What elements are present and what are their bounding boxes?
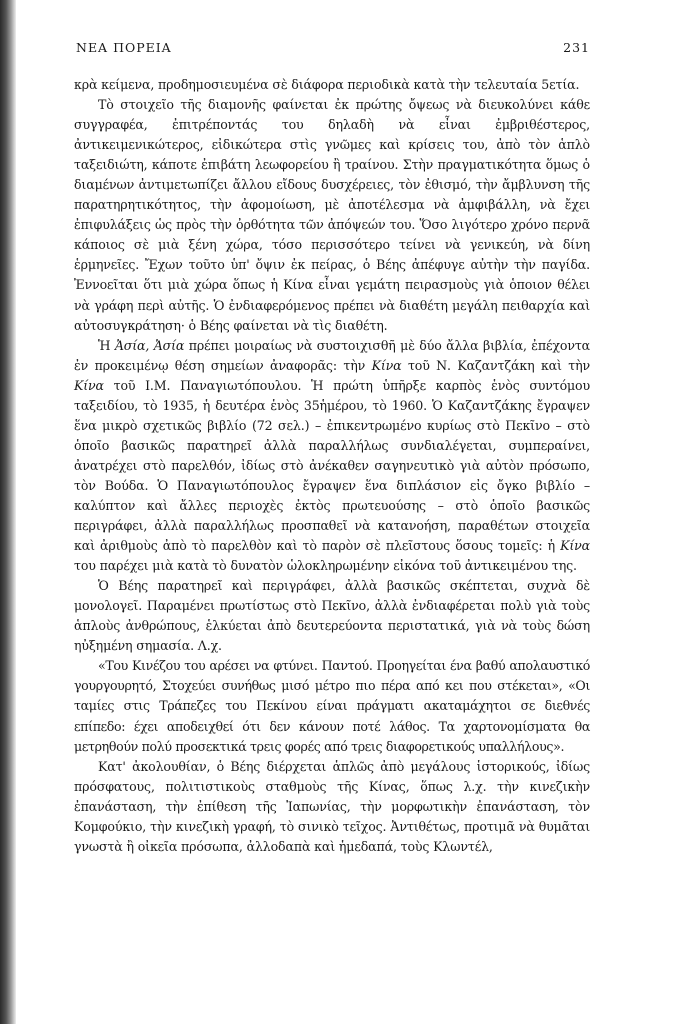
text-run: τοῦ Ν. Καζαντζάκη καὶ τὴν [401, 357, 590, 373]
paragraph-consequence: Κατ' ἀκολουθίαν, ὁ Βέης διέρχεται ἁπλῶς ἀπὸ μεγάλους ἱστορικούς, ἰδίως πρόσφατους, πολιτιστικοὺς σταθμοὺς τῆς Κίνας, ὅπως λ.χ. τὴν κινεζικὴν ἐπανάσταση, τὴν ἐπίθεση τῆς Ἰαπωνίας, τὴν μορφωτικὴν ἐπανάσταση, τὸν Κομφούκιο, τὴν κινεζικὴ γραφή, τὸ σινικὸ τεῖχος. Ἀντιθέτως, προτιμᾶ νὰ θυμᾶται γνωστὰ ἢ οἰκεῖα πρόσωπα, ἀλλοδαπὰ καὶ ἡμεδαπά, τοὺς Κλωντέλ, [74, 758, 590, 854]
body-text [74, 75, 590, 857]
book-title-italic: Κίνα [371, 357, 402, 373]
paragraph-continuation: κρὰ κείμενα, προδημοσιευμένα σὲ διάφορα περιοδικὰ κατὰ τὴν τελευταία 5ετία. [74, 77, 580, 92]
text-run: του παρέχει μιὰ κατὰ τὸ δυνατὸν ὡλοκληρωμένην εἰκόνα τοῦ ἀντικειμένου της. [74, 558, 577, 574]
running-head [76, 40, 590, 55]
text-run: πρέπει μοιραίως νὰ συστοιχισθῆ μὲ δύο ἄλλα βιβλία, ἐπέχοντα ἐν προκειμένῳ θέση σημείων ἀναφορᾶς: τὴν [74, 337, 591, 373]
journal-title: ΝΕΑ ΠΟΡΕΙΑ [76, 40, 172, 55]
paragraph-observation: Ὁ Βέης παρατηρεῖ καὶ περιγράφει, ἀλλὰ βασικῶς σκέπτεται, συχνὰ δὲ μονολογεῖ. Παραμένει πρωτίστως στὸ Πεκῖνο, ἀλλὰ ἐνδιαφέρεται πολὺ γιὰ τοὺς ἁπλοὺς ἀνθρώπους, ἑλκύεται ἀπὸ δευτερεύοντα περιστατικά, γιὰ νὰ τοὺς δώση ηὐξημένη σημασία. Λ.χ. [74, 578, 590, 654]
book-title-italic: Κίνα [74, 377, 104, 393]
page-number: 231 [563, 40, 590, 55]
book-title-italic: Κίνα [560, 538, 590, 554]
paragraph-residence: Τὸ στοιχεῖο τῆς διαμονῆς φαίνεται ἐκ πρώτης ὄψεως νὰ διευκολύνει κάθε συγγραφέα, ἐπιτρέποντάς του δηλαδὴ νὰ εἶναι ἐμβριθέστερος, ἀντικειμενικώτερος, εἰδικώτερα στὶς γνῶμες καὶ κρίσεις του, ἀπὸ τὸν ἁπλὸ ταξειδιώτη, κάποτε ἐπιβάτη λεωφορείου ἢ τραίνου. Στὴν πραγματικότητα ὅμως ὁ διαμένων ἀντιμετωπίζει ἄλλου εἴδους δυσχέρειες, τὸν ἐθισμό, τὴν ἄμβλυνση τῆς παρατηρητικότητος, τὴν ἀφομοίωση, μὲ ἀποτέλεσμα νὰ ἀμφιβάλλη, νὰ ἔχει ἐπιφυλάξεις ὡς πρὸς τὴν ὀρθότητα τῶν ἀπόψεών του. Ὅσο λιγότερο χρόνο περνᾶ κάποιος σὲ μιὰ ξένη χώρα, τόσο περισσότερο τείνει νὰ γενικεύη, νὰ δίνη ἑρμηνεῖες. Ἔχων τοῦτο ὑπ' ὄψιν ἐκ πείρας, ὁ Βέης ἀπέφυγε αὐτὴν τὴν παγίδα. Ἐννοεῖται ὅτι μιὰ χώρα ὅπως ἡ Κίνα εἶναι γεμάτη πειρασμοὺς γιὰ ὁποιον θέλει νὰ γράφη περὶ αὐτῆς. Ὁ ἐνδιαφερόμενος πρέπει νὰ διαθέτη μεγάλη πειθαρχία καὶ αὐτοσυγκράτηση· ὁ Βέης φαίνεται νὰ τὶς διαθέτη. [74, 97, 590, 333]
text-run: Ἡ [98, 337, 115, 353]
paragraph-comparison [74, 336, 590, 577]
paragraph-quotation: «Του Κινέζου του αρέσει να φτύνει. Παντού. Προηγείται ένα βαθύ απολαυστικό γουργουρητό, Στοχεύει συνήθως μισό μέτρο πιο πέρα από κει που στέκεται», «Οι ταμίες στις Τράπεζες του Πεκίνου είναι πράγματι ακαταμάχητοι σε διεθνές επίπεδο: έχει αποδειχθεί ότι δεν κάνουν ποτέ λάθος. Τα χαρτονομίσματα θα μετρηθούν πολύ προσεκτικά τρεις φορές από τρεις διαφορετικούς υπαλλήλους». [74, 658, 590, 754]
scan-binding-shadow [0, 0, 16, 1024]
book-page [74, 40, 590, 1008]
book-title-italic: Ἀσία, Ἀσία [114, 337, 185, 353]
text-run: τοῦ Ι.Μ. Παναγιωτόπουλου. Ἡ πρώτη ὑπῆρξε καρπὸς ἑνὸς συντόμου ταξειδίου, τὸ 1935, ἡ δευτέρα ἑνὸς 35ἡμέρου, τὸ 1960. Ὁ Καζαντζάκης ἔγραψεν ἕνα μικρὸ σχετικῶς βιβλίο (72 σελ.) – ἐπικεντρωμένο κυρίως στὸ Πεκῖνο – στὸ ὁποῖο βασικῶς παρατηρεῖ ἀλλὰ παραλλήλως συνδιαλέγεται, συμπεραίνει, ἀνατρέχει στὸ παρελθόν, ἰδίως στὸ ἀνέκαθεν σαγηνευτικὸ γιὰ αὐτὸν πρόσωπο, τὸν Βούδα. Ὁ Παναγιωτόπουλος ἔγραψεν ἕνα διπλάσιον εἰς ὄγκο βιβλίο – καλύπτον καὶ ἄλλες περιοχὲς ἐκτὸς πρωτευούσης – στὸ ὁποῖο βασικῶς περιγράφει, ἀλλὰ παραλλήλως προσπαθεῖ νὰ κατανοήση, παραθέτων στοιχεῖα καὶ ἀριθμοὺς ἀπὸ τὸ παρελθὸν καὶ τὸ παρὸν σὲ πλεῖστους ὅσους τομεῖς: ἡ [74, 377, 590, 554]
